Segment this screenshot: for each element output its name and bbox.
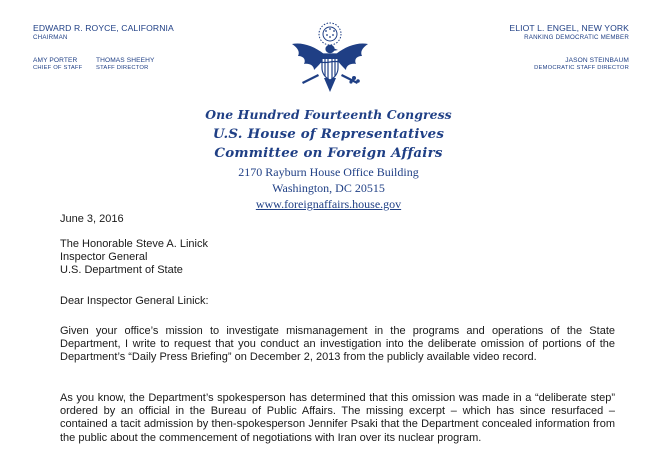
letter-date: June 3, 2016 [60, 213, 124, 225]
staff-name: AMY PORTER [33, 57, 78, 64]
staff-title: STAFF DIRECTOR [96, 64, 149, 71]
congress-heading: One Hundred Fourteenth Congress [205, 107, 452, 122]
office-city: Washington, DC 20515 [272, 181, 385, 195]
recipient-block [60, 238, 615, 278]
ranking-member-block [509, 24, 629, 41]
chairman-title: CHAIRMAN [33, 33, 68, 41]
body-paragraph: Given your office’s mission to investigate mismanagement in the programs and operations of the State Department, I write to request that you conduct an investigation into the deliberate omission of portions of the Department’s “Daily Press Briefing” on December 2, 2013 from the publicly available video record. [60, 325, 615, 364]
staff-block-director [96, 58, 154, 71]
staff-name: THOMAS SHEEHY [96, 57, 155, 64]
chairman-name: EDWARD R. ROYCE, CALIFORNIA [33, 23, 174, 33]
house-heading: U.S. House of Representatives [212, 126, 445, 142]
staff-block-democratic-director [534, 58, 629, 71]
salutation: Dear Inspector General Linick: [60, 295, 209, 307]
great-seal-eagle-icon [288, 20, 372, 102]
committee-heading: Committee on Foreign Affairs [214, 145, 443, 161]
ranking-member-title: RANKING DEMOCRATIC MEMBER [524, 33, 629, 41]
staff-name: JASON STEINBAUM [565, 57, 629, 64]
committee-website-link[interactable]: www.foreignaffairs.house.gov [255, 197, 402, 211]
body-paragraph: As you know, the Department’s spokesperson has determined that this omission was made in a “deliberate step” ordered by an official in the Bureau of Public Affairs. The missing excerpt – which has since resurfaced – contained a tacit admission by then-spokesperson Jennifer Psaki that the Department concealed information from the public about the commencement of negotiations with Iran over its nuclear program. [60, 392, 615, 444]
recipient-line: Inspector General [60, 251, 148, 264]
recipient-line: The Honorable Steve A. Linick [60, 238, 208, 250]
staff-title: DEMOCRATIC STAFF DIRECTOR [534, 64, 629, 71]
chairman-block [33, 24, 174, 41]
recipient-line: U.S. Department of State [60, 264, 183, 277]
office-address: 2170 Rayburn House Office Building [238, 165, 419, 179]
staff-title: CHIEF OF STAFF [33, 64, 83, 71]
ranking-member-name: ELIOT L. ENGEL, NEW YORK [509, 23, 629, 33]
staff-block-chief [33, 58, 82, 71]
